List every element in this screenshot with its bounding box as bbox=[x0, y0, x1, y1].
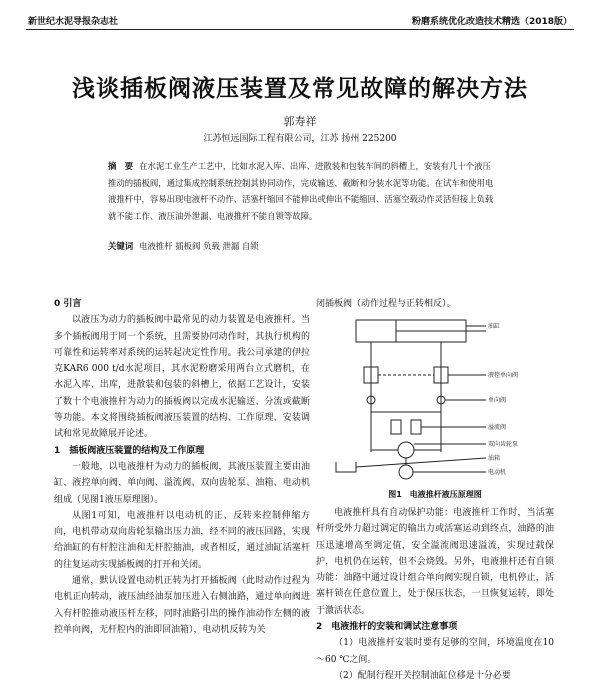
section-2-item-2: （2）配制行程开关控制油缸位移是十分必要 bbox=[334, 670, 511, 681]
tank-symbol bbox=[336, 462, 356, 472]
label-motor: 电动机 bbox=[488, 469, 507, 476]
abstract-text: 在水泥工业生产工艺中，比如水泥入库、出库、进散装和包装车间的斜槽上，安装有几十个液压推动的插板阀，通过集成控制系统控制其协同动作，完成输送、截断和分装水泥等功能。在试车和使用电液推杆中，容易出现电液杆不动作、活塞杆缩回不能伸出或伸出不能缩回、活塞空载动作灵活但接上负载就不能工作、液压油外泄漏、电液推杆不能自锁等故障。 bbox=[108, 161, 494, 221]
left-column bbox=[54, 296, 310, 638]
right-column bbox=[316, 505, 554, 684]
section-1-paragraph-2: 从图1可知，电液推杆以电动机的正、反转来控制伸缩方向，电机带动双向齿轮泵输出压力油，经不同的液压回路，实现给油缸的有杆腔注油和无杆腔抽油，或者相反，通过油缸活塞杆的往复运动实现插板阀的打开和关闭。 bbox=[54, 510, 310, 570]
label-cylinder: 油缸 bbox=[488, 323, 501, 330]
keywords-label: 关键词 bbox=[108, 241, 134, 251]
label-gear-pump: 双向齿轮泵 bbox=[488, 441, 519, 448]
label-relief-valve: 溢流阀 bbox=[488, 424, 507, 431]
hydraulic-schematic-figure bbox=[316, 312, 554, 484]
abstract-label: 摘 要 bbox=[108, 161, 134, 171]
section-0-title: 0 引言 bbox=[54, 299, 82, 309]
abstract bbox=[108, 158, 496, 224]
motor-symbol bbox=[399, 465, 413, 479]
section-2-title: 2 电液推杆的安装和调试注意事项 bbox=[316, 622, 458, 633]
section-1-paragraph-1: 一般地，以电液推杆为动力的插板阀，其液压装置主要由油缸、液控单向阀、单向阀、溢流阀、双向齿轮泵、油箱、电动机组成（见图1液压原理图）。 bbox=[54, 461, 310, 505]
right-column-top-line: 闭插板阀（动作过程与正转相反）。 bbox=[316, 299, 456, 309]
right-paragraph-1: 电液推杆具有自动保护功能：电液推杆工作时，当活塞杆所受外力超过调定的输出力或活塞运动到终点，油路的油压迅速增高至调定值，安全溢流阀迅速溢流，实现过载保护，电机仍在运转，但不会烧毁。另外，电液推杆还有自锁功能：油路中通过设计组合单向阀实现自锁，电机停止，活塞杆锁在任意位置上，处于保压状态，一旦恢复运转，即处于激活状态。 bbox=[316, 508, 554, 616]
figure-caption: 图1 电液推杆液压原理图 bbox=[388, 490, 482, 499]
header-journal: 新世纪水泥导报杂志社 bbox=[28, 17, 119, 27]
header-rule bbox=[26, 29, 574, 30]
relief-valve-left bbox=[391, 420, 401, 434]
section-1-paragraph-3: 通常，默认设置电动机正转为打开插板阀（此时动作过程为电机正向转动，液压油经油泵加压进入右侧油路，通过单向阀进入有杆腔推动液压杆左移，同时油路引出的操作油动作左侧的液控单向阀，无杆腔内的油即回油箱），电动机反转为关 bbox=[54, 576, 310, 635]
label-tank: 油箱 bbox=[488, 455, 501, 462]
section-0-paragraph: 以液压为动力的插板阀中最常见的动力装置是电液推杆。当多个插板阀用于同一个系统，且需要协同动作时，其执行机构的可靠性和运转率对系统的运转起决定性作用。我公司承建的伊拉克KAR6 000 t/d水泥项目，其水泥粉磨采用两台立式磨机，在水泥入库、出库，进散装和包装的斜槽上，依据工艺设计，安装了数十个电液推杆为动力的插板阀以完成水泥输送、分流或截断等功能。本文将围绕插板阀液压装置的结构、工作原理、安装调试和常见故障展开论述。 bbox=[54, 315, 310, 440]
label-pilot-check-valve: 液控单向阀 bbox=[488, 372, 519, 379]
label-check-valve: 单向阀 bbox=[488, 397, 507, 404]
section-2-item-1: （1）电液推杆安装时要有足够的空间，环境温度在10～60 ℃之间。 bbox=[316, 638, 554, 665]
section-1-title: 1 插板阀液压装置的结构及工作原理 bbox=[54, 445, 205, 456]
affiliation: 江苏恒远国际工程有限公司，江苏 扬州 225200 bbox=[203, 134, 397, 144]
keywords bbox=[108, 240, 496, 252]
keywords-text: 电液推杆 插板阀 负载 泄漏 自锁 bbox=[139, 241, 259, 251]
author: 郭寿祥 bbox=[283, 115, 317, 128]
header-collection: 粉磨系统优化改造技术精选（2018版） bbox=[411, 17, 572, 27]
paper-title: 浅谈插板阀液压装置及常见故障的解决方法 bbox=[72, 75, 528, 102]
running-header bbox=[0, 0, 600, 30]
relief-valve-right bbox=[411, 420, 421, 434]
gear-pump-symbol bbox=[398, 442, 414, 458]
